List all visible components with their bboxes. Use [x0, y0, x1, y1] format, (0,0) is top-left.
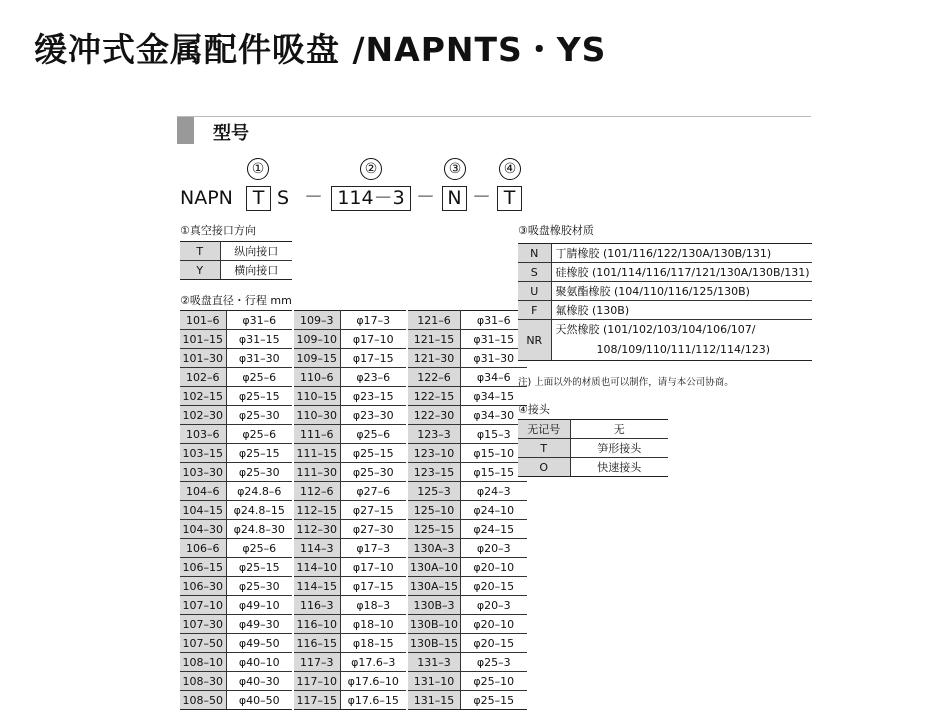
vacuum-port-value: 纵向接口 [220, 242, 292, 261]
pad-size-code: 116–3 [294, 596, 340, 615]
vacuum-port-label: ①真空接口方向 [180, 224, 256, 237]
section-title: 型号 [213, 123, 249, 144]
pad-size-value: φ18–15 [340, 634, 406, 653]
pad-size-code: 109–3 [294, 311, 340, 330]
pad-size-value: φ40–50 [226, 691, 292, 710]
model-box-port: T [246, 186, 271, 211]
table-row [180, 261, 292, 280]
pad-size-value: φ20–15 [461, 577, 527, 596]
pad-size-code: 108–30 [180, 672, 226, 691]
pad-size-code: 123–3 [408, 425, 461, 444]
pad-size-code: 101–15 [180, 330, 226, 349]
pad-size-code: 130B–10 [408, 615, 461, 634]
pad-size-value: φ20–3 [461, 539, 527, 558]
table-row [294, 463, 406, 482]
table-row [294, 520, 406, 539]
connector-code: 无记号 [518, 420, 570, 439]
pad-size-code: 131–10 [408, 672, 461, 691]
table-row [180, 311, 292, 330]
table-row [408, 672, 527, 691]
table-row [294, 653, 406, 672]
pad-size-code: 104–15 [180, 501, 226, 520]
table-row [408, 330, 527, 349]
material-code: U [518, 282, 551, 301]
pad-size-value: φ17–3 [340, 311, 406, 330]
pad-size-code: 101–6 [180, 311, 226, 330]
table-row [408, 520, 527, 539]
pad-size-value: φ24–3 [461, 482, 527, 501]
pad-size-value: φ49–30 [226, 615, 292, 634]
pad-size-code: 102–6 [180, 368, 226, 387]
pad-size-value: φ25–15 [226, 558, 292, 577]
pad-size-code: 130B–3 [408, 596, 461, 615]
pad-size-code: 123–15 [408, 463, 461, 482]
table-row [180, 242, 292, 261]
pad-size-code: 122–15 [408, 387, 461, 406]
pad-size-value: φ34–6 [461, 368, 527, 387]
pad-size-value: φ25–6 [340, 425, 406, 444]
pad-size-label: ②吸盘直径・行程 mm [180, 294, 292, 307]
pad-size-code: 104–6 [180, 482, 226, 501]
table-row [294, 596, 406, 615]
pad-size-value: φ40–10 [226, 653, 292, 672]
table-row [518, 282, 812, 301]
connector-label: ④接头 [518, 403, 550, 416]
table-row [408, 634, 527, 653]
table-row [180, 634, 292, 653]
pad-size-code: 112–6 [294, 482, 340, 501]
table-row [180, 368, 292, 387]
table-row [180, 387, 292, 406]
connector-value: 无 [570, 420, 668, 439]
pad-size-code: 106–15 [180, 558, 226, 577]
table-row [180, 672, 292, 691]
pad-size-code: 104–30 [180, 520, 226, 539]
table-row [180, 349, 292, 368]
pad-size-code: 107–30 [180, 615, 226, 634]
table-row [408, 558, 527, 577]
pad-size-value: φ15–3 [461, 425, 527, 444]
pad-size-value: φ25–10 [461, 672, 527, 691]
pad-size-value: φ25–30 [226, 463, 292, 482]
pad-size-code: 107–10 [180, 596, 226, 615]
table-row [294, 406, 406, 425]
table-row [408, 577, 527, 596]
table-row [180, 520, 292, 539]
table-row [408, 463, 527, 482]
material-code: NR [518, 320, 551, 361]
table-row [294, 311, 406, 330]
material-code: N [518, 244, 551, 263]
pad-size-code: 101–30 [180, 349, 226, 368]
pad-size-value: φ34–15 [461, 387, 527, 406]
table-row [294, 634, 406, 653]
table-row [180, 596, 292, 615]
section-marker [177, 117, 194, 144]
table-row [518, 263, 812, 282]
pad-size-code: 112–30 [294, 520, 340, 539]
pad-size-value: φ17.6–10 [340, 672, 406, 691]
pad-size-value: φ23–30 [340, 406, 406, 425]
pad-size-code: 111–15 [294, 444, 340, 463]
pad-size-value: φ31–6 [226, 311, 292, 330]
pad-size-value: φ18–3 [340, 596, 406, 615]
pad-size-value: φ23–6 [340, 368, 406, 387]
table-row [408, 501, 527, 520]
pad-size-value: φ25–30 [340, 463, 406, 482]
pad-size-code: 106–30 [180, 577, 226, 596]
table-row [180, 463, 292, 482]
pad-size-value: φ49–10 [226, 596, 292, 615]
table-row [180, 691, 292, 710]
pad-size-code: 109–10 [294, 330, 340, 349]
pad-size-code: 130A–15 [408, 577, 461, 596]
material-label: ③吸盘橡胶材质 [518, 224, 594, 237]
table-row [518, 439, 668, 458]
pad-size-code: 130A–10 [408, 558, 461, 577]
table-row [180, 444, 292, 463]
table-row [294, 577, 406, 596]
pad-size-value: φ31–15 [461, 330, 527, 349]
pad-size-code: 117–15 [294, 691, 340, 710]
model-box-material: N [442, 186, 467, 211]
pad-size-value: φ17–15 [340, 349, 406, 368]
pad-size-code: 130B–15 [408, 634, 461, 653]
pad-size-value: φ27–30 [340, 520, 406, 539]
pad-size-value: φ17.6–15 [340, 691, 406, 710]
pad-size-code: 102–30 [180, 406, 226, 425]
pad-size-value: φ25–6 [226, 368, 292, 387]
pad-size-code: 123–10 [408, 444, 461, 463]
table-row [408, 311, 527, 330]
vacuum-port-code: T [180, 242, 220, 261]
connector-value: 快速接头 [570, 458, 668, 477]
table-row [408, 368, 527, 387]
pad-size-value: φ31–30 [226, 349, 292, 368]
pad-size-code: 103–6 [180, 425, 226, 444]
pad-size-value: φ25–15 [226, 387, 292, 406]
pad-size-code: 103–15 [180, 444, 226, 463]
table-row [294, 615, 406, 634]
pad-size-value: φ23–15 [340, 387, 406, 406]
pad-size-code: 110–15 [294, 387, 340, 406]
table-row [408, 406, 527, 425]
material-nr-line1: 天然橡胶 (101/102/103/104/106/107/ [555, 323, 756, 336]
table-row [180, 406, 292, 425]
pad-size-value: φ40–30 [226, 672, 292, 691]
section-header [177, 116, 811, 144]
material-value: 氟橡胶 (130B) [551, 301, 812, 320]
marker-4: ④ [499, 158, 521, 180]
pad-size-code: 103–30 [180, 463, 226, 482]
pad-size-code: 121–15 [408, 330, 461, 349]
pad-size-value: φ25–6 [226, 539, 292, 558]
material-code: F [518, 301, 551, 320]
table-row [180, 330, 292, 349]
pad-size-code: 121–30 [408, 349, 461, 368]
model-dash-2: － [416, 187, 436, 208]
material-value: 聚氨酯橡胶 (104/110/116/125/130B) [551, 282, 812, 301]
pad-size-code: 110–6 [294, 368, 340, 387]
pad-size-value: φ17–3 [340, 539, 406, 558]
pad-size-table-2 [294, 310, 406, 710]
pad-size-code: 125–15 [408, 520, 461, 539]
connector-table [518, 419, 668, 477]
pad-size-code: 114–3 [294, 539, 340, 558]
pad-size-code: 131–3 [408, 653, 461, 672]
table-row [408, 482, 527, 501]
pad-size-code: 125–10 [408, 501, 461, 520]
pad-size-value: φ20–15 [461, 634, 527, 653]
table-row [294, 444, 406, 463]
pad-size-value: φ20–10 [461, 615, 527, 634]
table-row [518, 301, 812, 320]
pad-size-value: φ18–10 [340, 615, 406, 634]
pad-size-code: 111–30 [294, 463, 340, 482]
pad-size-value: φ34–30 [461, 406, 527, 425]
pad-size-code: 108–50 [180, 691, 226, 710]
pad-size-code: 121–6 [408, 311, 461, 330]
pad-size-value: φ24.8–15 [226, 501, 292, 520]
table-row [408, 387, 527, 406]
pad-size-code: 106–6 [180, 539, 226, 558]
pad-size-code: 109–15 [294, 349, 340, 368]
pad-size-code: 117–10 [294, 672, 340, 691]
pad-size-value: φ17–10 [340, 558, 406, 577]
vacuum-port-code: Y [180, 261, 220, 280]
connector-code: O [518, 458, 570, 477]
table-row [294, 501, 406, 520]
table-row [294, 691, 406, 710]
table-row [518, 420, 668, 439]
model-mid: S [277, 187, 290, 209]
pad-size-code: 122–6 [408, 368, 461, 387]
table-row [518, 320, 812, 361]
pad-size-code: 107–50 [180, 634, 226, 653]
material-nr-line2: 108/109/110/111/112/114/123) [596, 343, 770, 356]
marker-1: ① [247, 158, 269, 180]
pad-size-code: 111–6 [294, 425, 340, 444]
table-row [294, 539, 406, 558]
pad-size-value: φ25–15 [340, 444, 406, 463]
connector-code: T [518, 439, 570, 458]
model-dash-3: － [472, 187, 492, 208]
pad-size-code: 116–10 [294, 615, 340, 634]
table-row [294, 672, 406, 691]
pad-size-value: φ31–15 [226, 330, 292, 349]
pad-size-value: φ17–10 [340, 330, 406, 349]
table-row [518, 458, 668, 477]
table-row [180, 501, 292, 520]
pad-size-value: φ24.8–30 [226, 520, 292, 539]
pad-size-value: φ17.6–3 [340, 653, 406, 672]
pad-size-value: φ24–15 [461, 520, 527, 539]
table-row [294, 387, 406, 406]
pad-size-value: φ24.8–6 [226, 482, 292, 501]
pad-size-code: 116–15 [294, 634, 340, 653]
table-row [294, 425, 406, 444]
model-prefix: NAPN [180, 187, 233, 209]
table-row [180, 653, 292, 672]
pad-size-value: φ15–10 [461, 444, 527, 463]
pad-size-code: 122–30 [408, 406, 461, 425]
pad-size-value: φ15–15 [461, 463, 527, 482]
material-value [551, 320, 812, 361]
pad-size-value: φ25–15 [461, 691, 527, 710]
table-row [180, 615, 292, 634]
marker-3: ③ [444, 158, 466, 180]
pad-size-value: φ20–10 [461, 558, 527, 577]
pad-size-table-3 [408, 310, 527, 710]
pad-size-value: φ27–6 [340, 482, 406, 501]
table-row [180, 577, 292, 596]
pad-size-code: 110–30 [294, 406, 340, 425]
table-row [408, 349, 527, 368]
pad-size-code: 130A–3 [408, 539, 461, 558]
pad-size-value: φ25–15 [226, 444, 292, 463]
pad-size-value: φ17–15 [340, 577, 406, 596]
pad-size-value: φ25–30 [226, 577, 292, 596]
connector-value: 笋形接头 [570, 439, 668, 458]
table-row [408, 596, 527, 615]
table-row [294, 482, 406, 501]
material-value: 丁腈橡胶 (101/116/122/130A/130B/131) [551, 244, 812, 263]
page-title: 缓冲式金属配件吸盘 /NAPNTS・YS [34, 30, 607, 69]
table-row [294, 349, 406, 368]
table-row [408, 615, 527, 634]
pad-size-value: φ20–3 [461, 596, 527, 615]
model-box-size: 114－3 [331, 186, 411, 211]
pad-size-value: φ25–30 [226, 406, 292, 425]
table-row [294, 330, 406, 349]
pad-size-code: 125–3 [408, 482, 461, 501]
model-box-connector: T [497, 186, 522, 211]
pad-size-code: 102–15 [180, 387, 226, 406]
pad-size-code: 131–15 [408, 691, 461, 710]
model-dash-1: － [304, 187, 324, 208]
pad-size-value: φ24–10 [461, 501, 527, 520]
pad-size-value: φ49–50 [226, 634, 292, 653]
pad-size-code: 114–10 [294, 558, 340, 577]
pad-size-table-1 [180, 310, 292, 710]
table-row [294, 558, 406, 577]
pad-size-value: φ27–15 [340, 501, 406, 520]
pad-size-code: 117–3 [294, 653, 340, 672]
table-row [408, 653, 527, 672]
pad-size-code: 108–10 [180, 653, 226, 672]
table-row [294, 368, 406, 387]
pad-size-value: φ25–3 [461, 653, 527, 672]
marker-2: ② [360, 158, 382, 180]
table-row [518, 244, 812, 263]
table-row [408, 539, 527, 558]
pad-size-code: 114–15 [294, 577, 340, 596]
table-row [408, 691, 527, 710]
table-row [180, 482, 292, 501]
material-code: S [518, 263, 551, 282]
material-note: 注) 上面以外的材质也可以制作，请与本公司协商。 [518, 377, 734, 388]
pad-size-value: φ31–30 [461, 349, 527, 368]
pad-size-value: φ31–6 [461, 311, 527, 330]
table-row [180, 539, 292, 558]
material-value: 硅橡胶 (101/114/116/117/121/130A/130B/131) [551, 263, 812, 282]
vacuum-port-table [180, 241, 292, 280]
table-row [180, 558, 292, 577]
table-row [408, 444, 527, 463]
table-row [408, 425, 527, 444]
vacuum-port-value: 横向接口 [220, 261, 292, 280]
table-row [180, 425, 292, 444]
material-table [518, 243, 812, 361]
pad-size-code: 112–15 [294, 501, 340, 520]
pad-size-value: φ25–6 [226, 425, 292, 444]
